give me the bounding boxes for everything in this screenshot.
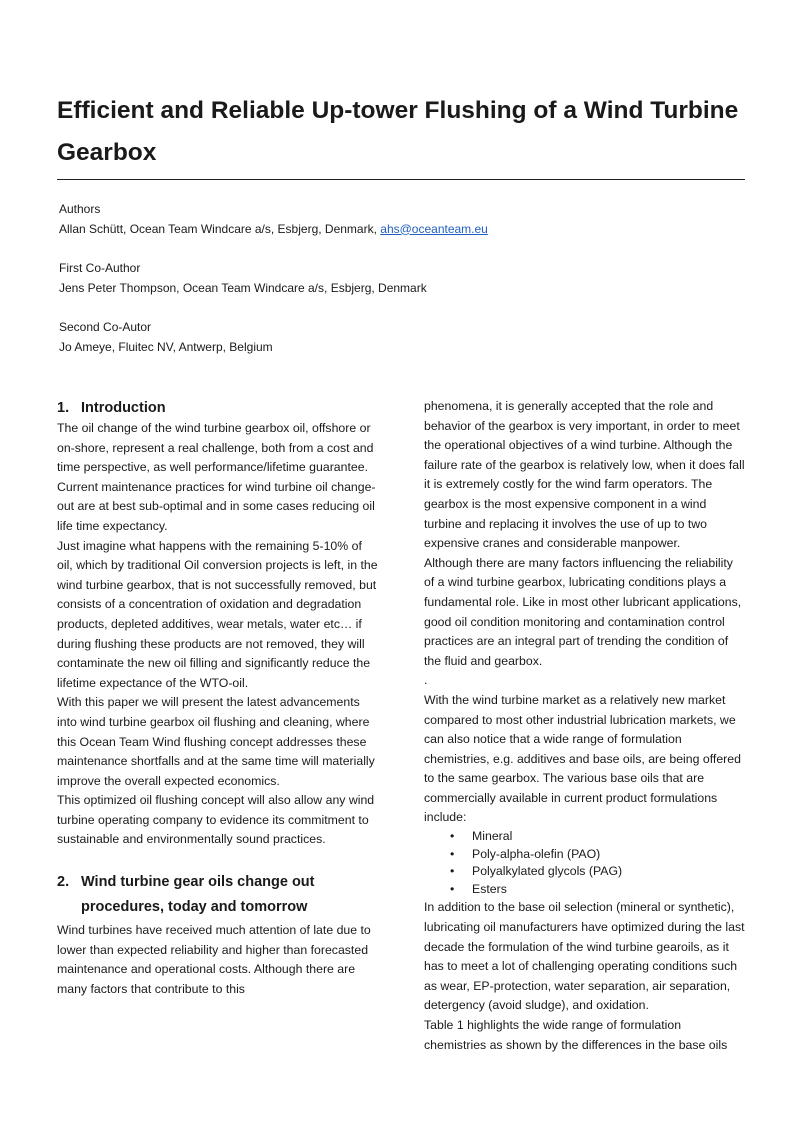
- bullet-icon: •: [450, 864, 455, 879]
- paper-title: Efficient and Reliable Up-tower Flushing of a Wind Turbine Gearbox: [57, 97, 739, 166]
- section-2-heading: [57, 870, 379, 919]
- right-paragraph-1: phenomena, it is generally accepted that the role and behavior of the gearbox is very important, in order to meet the operational objectives of a wind turbine. Although the failure rate of the gearbox is relatively low, when it does fall it is extremely costly for the wind farm operators. The gearbox is the most expensive component in a wind turbine and replacing it involves the use of up to two expensive cranes and considerable manpower.: [424, 399, 745, 551]
- base-oil-list: [424, 828, 746, 898]
- list-item: [424, 863, 746, 881]
- first-coauthor-line: Jens Peter Thompson, Ocean Team Windcare a/s, Esbjerg, Denmark: [59, 280, 427, 295]
- authors-label: Authors: [59, 202, 101, 216]
- list-item-label: Esters: [472, 881, 507, 896]
- first-coauthor-block: [59, 259, 427, 298]
- list-item: [424, 881, 746, 899]
- section-1-paragraph-3: With this paper we will present the latest advancements into wind turbine gearbox oil flushing and cleaning, where this Ocean Team Wind flushing concept addresses these maintenance shortfalls and at the same time will materially improve the overall expected economics.: [57, 695, 375, 788]
- list-item-label: Poly-alpha-olefin (PAO): [472, 846, 601, 861]
- right-paragraph-5: Table 1 highlights the wide range of formulation chemistries as shown by the differences in the base oils: [424, 1018, 728, 1052]
- first-coauthor-label: First Co-Author: [59, 261, 141, 275]
- section-2-number: 2.: [57, 874, 70, 891]
- title-divider: [57, 179, 745, 180]
- authors-block: [59, 200, 488, 239]
- bullet-icon: •: [450, 846, 455, 861]
- right-paragraph-4: In addition to the base oil selection (mineral or synthetic), lubricating oil manufacturers have optimized during the last decade the formulation of the wind turbine gearoils, as it has to meet a lot of challenging operating conditions such as wear, EP-protection, water separation, air separation, detergency (avoid sludge), and oxidation.: [424, 900, 745, 1013]
- section-1-paragraph-2: Just imagine what happens with the remaining 5-10% of oil, which by traditional Oil conversion projects is left, in the wind turbine gearbox, that is not successfully removed, but consists of a concentration of oxidation and degradation products, depleted additives, wear metals, water etc… if during flushing these products are not removed, they will contaminate the new oil filling and significantly reduce the lifetime expectance of the WTO-oil.: [57, 538, 378, 690]
- section-1-number: 1.: [57, 400, 70, 416]
- section-1-heading: [57, 397, 379, 419]
- bullet-icon: •: [450, 829, 455, 844]
- author-email-link[interactable]: ahs@oceanteam.eu: [380, 221, 488, 236]
- right-column: [424, 397, 746, 1055]
- list-item-label: Mineral: [472, 829, 513, 844]
- section-2-title: Wind turbine gear oils change out procedures, today and tomorrow: [81, 874, 315, 915]
- section-2-paragraph-1: Wind turbines have received much attention of late due to lower than expected reliability and higher than forecasted maintenance and operational costs. Although there are many factors that contribute to this: [57, 923, 371, 996]
- second-coauthor-label: Second Co-Autor: [59, 320, 152, 334]
- section-1-title: Introduction: [81, 400, 166, 416]
- bullet-icon: •: [450, 881, 455, 896]
- second-coauthor-line: Jo Ameye, Fluitec NV, Antwerp, Belgium: [59, 339, 273, 354]
- right-paragraph-3: With the wind turbine market as a relatively new market compared to most other industrial lubrication markets, we can also notice that a wide range of formulation chemistries, e.g. additives and base oils, are being offered to the same gearbox. The various base oils that are commercially available in current product formulations include:: [424, 692, 741, 825]
- stray-dot: .: [424, 673, 428, 688]
- section-1-paragraph-1: The oil change of the wind turbine gearbox oil, offshore or on-shore, represent a real challenge, both from a cost and time perspective, as well performance/lifetime guarantee. Current maintenance practices for wind turbine oil change-out are at best sub-optimal and in some cases reducing oil life time expectancy.: [57, 421, 376, 533]
- list-item-label: Polyalkylated glycols (PAG): [472, 864, 623, 879]
- left-column: [57, 397, 379, 999]
- second-coauthor-block: [59, 318, 273, 357]
- section-1-paragraph-4: This optimized oil flushing concept will also allow any wind turbine operating company to evidence its commitment to sustainable and environmentally sound practices.: [57, 793, 375, 847]
- authors-text: Allan Schütt, Ocean Team Windcare a/s, Esbjerg, Denmark,: [59, 221, 381, 236]
- right-paragraph-2: Although there are many factors influencing the reliability of a wind turbine gearbox, lubricating conditions plays a fundamental role. Like in most other lubricant applications, good oil condition monitoring and contamination control practices are an integral part of trending the condition of the fluid and gearbox.: [424, 555, 742, 668]
- authors-line: [59, 220, 488, 240]
- list-item: [424, 846, 746, 864]
- list-item: [424, 828, 746, 846]
